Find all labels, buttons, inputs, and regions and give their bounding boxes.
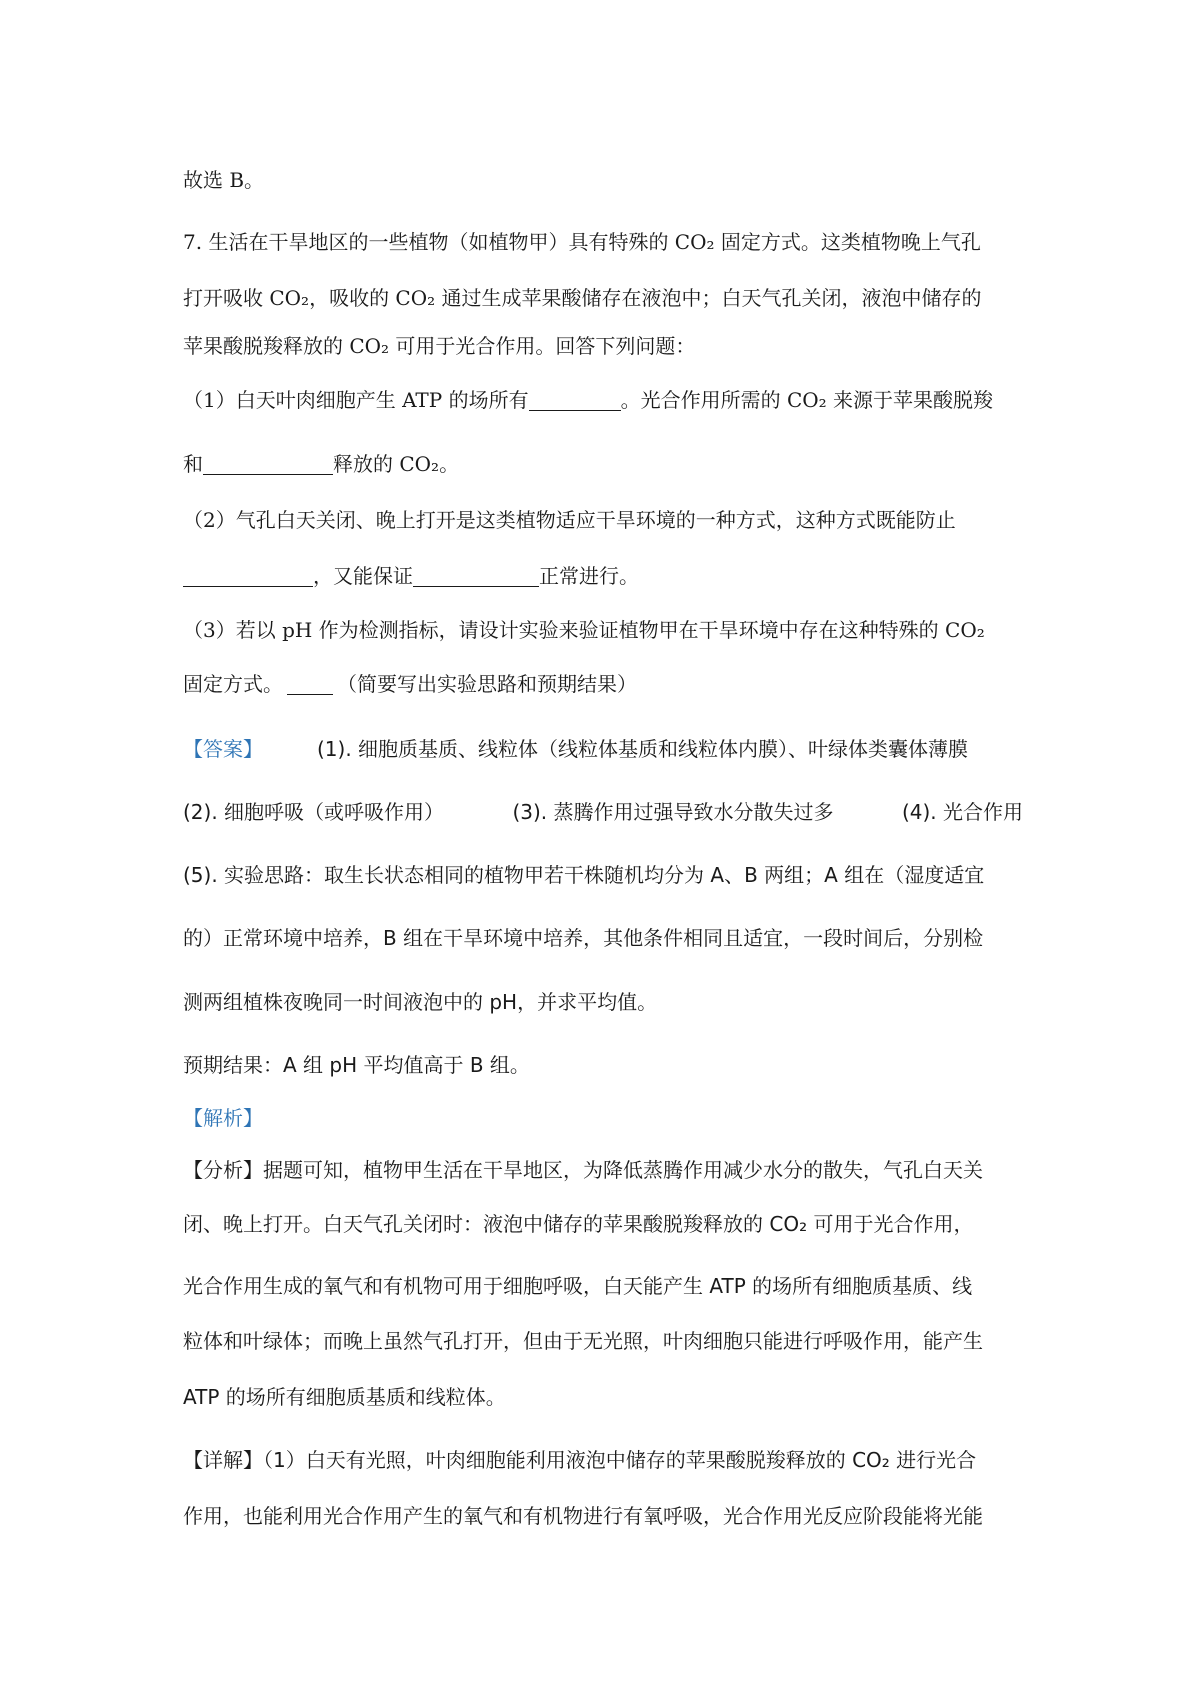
answer-line-2 xyxy=(183,798,1023,826)
analysis-line-4: 粒体和叶绿体；而晚上虽然气孔打开，但由于无光照，叶肉细胞只能进行呼吸作用，能产生 xyxy=(183,1329,983,1353)
q1-line xyxy=(183,386,993,414)
q1-text-d: 释放的 CO₂。 xyxy=(333,452,460,476)
answer-5-line-2: 的）正常环境中培养，B 组在干旱环境中培养，其他条件相同且适宜，一段时间后，分别检 xyxy=(183,926,984,950)
analysis-line-3: 光合作用生成的氧气和有机物可用于细胞呼吸，白天能产生 ATP 的场所有细胞质基质、线 xyxy=(183,1274,973,1298)
answer-1: (1). 细胞质基质、线粒体（线粒体基质和线粒体内膜）、叶绿体类囊体薄膜 xyxy=(317,737,969,761)
q1-blank-1 xyxy=(529,390,621,411)
q2-blank-2 xyxy=(413,566,539,587)
prev-answer-end: 故选 B。 xyxy=(183,168,265,192)
answer-5-line-3: 测两组植株夜晚同一时间液泡中的 pH，并求平均值。 xyxy=(183,990,658,1014)
detail-line-1: 【详解】（1）白天有光照，叶肉细胞能利用液泡中储存的苹果酸脱羧释放的 CO₂ 进行光合 xyxy=(183,1448,977,1472)
q2-line-2 xyxy=(183,562,639,590)
analysis-line-1: 【分析】据题可知，植物甲生活在干旱地区，为降低蒸腾作用减少水分的散失，气孔白天关 xyxy=(183,1158,983,1182)
answer-5-line-1: (5). 实验思路：取生长状态相同的植物甲若干株随机均分为 A、B 两组；A 组在（湿度适宜 xyxy=(183,863,985,887)
q1-blank-2 xyxy=(203,454,333,475)
answer-tag: 【答案】 xyxy=(183,737,263,761)
q2-text-b: ，又能保证 xyxy=(313,564,413,588)
answer-line-1 xyxy=(183,735,968,763)
q2-blank-1 xyxy=(183,566,313,587)
q1-text-b: 。光合作用所需的 CO₂ 来源于苹果酸脱羧 xyxy=(620,388,994,412)
q1-text-c: 和 xyxy=(183,452,203,476)
q3-line: （3）若以 pH 作为检测指标，请设计实验来验证植物甲在干旱环境中存在这种特殊的 CO₂ xyxy=(183,618,985,642)
analysis-tag: 【解析】 xyxy=(183,1106,263,1130)
answer-2: (2). 细胞呼吸（或呼吸作用） xyxy=(183,800,445,824)
q3-blank xyxy=(287,674,333,695)
detail-line-2: 作用，也能利用光合作用产生的氧气和有机物进行有氧呼吸，光合作用光反应阶段能将光能 xyxy=(183,1504,983,1528)
expected-result: 预期结果：A 组 pH 平均值高于 B 组。 xyxy=(183,1053,530,1077)
q1-text-a: （1）白天叶肉细胞产生 ATP 的场所有 xyxy=(183,388,529,412)
q3-text-b: 固定方式。 xyxy=(183,672,283,696)
answer-4: (4). 光合作用 xyxy=(901,800,1023,824)
question-stem-line-1: 7. 生活在干旱地区的一些植物（如植物甲）具有特殊的 CO₂ 固定方式。这类植物晚上气孔 xyxy=(183,230,981,254)
question-stem-line-3: 苹果酸脱羧释放的 CO₂ 可用于光合作用。回答下列问题： xyxy=(183,334,696,358)
q2-text-c: 正常进行。 xyxy=(539,564,639,588)
q2-line: （2）气孔白天关闭、晚上打开是这类植物适应干旱环境的一种方式，这种方式既能防止 xyxy=(183,508,956,532)
q3-text-c: （简要写出实验思路和预期结果） xyxy=(337,672,637,696)
question-stem-line-2: 打开吸收 CO₂，吸收的 CO₂ 通过生成苹果酸储存在液泡中；白天气孔关闭，液泡中储存的 xyxy=(183,286,982,310)
q1-line-2 xyxy=(183,450,459,478)
analysis-line-2: 闭、晚上打开。白天气孔关闭时：液泡中储存的苹果酸脱羧释放的 CO₂ 可用于光合作用， xyxy=(183,1212,974,1236)
answer-3: (3). 蒸腾作用过强导致水分散失过多 xyxy=(512,800,834,824)
analysis-line-5: ATP 的场所有细胞质基质和线粒体。 xyxy=(183,1385,506,1409)
q3-line-2 xyxy=(183,670,637,698)
